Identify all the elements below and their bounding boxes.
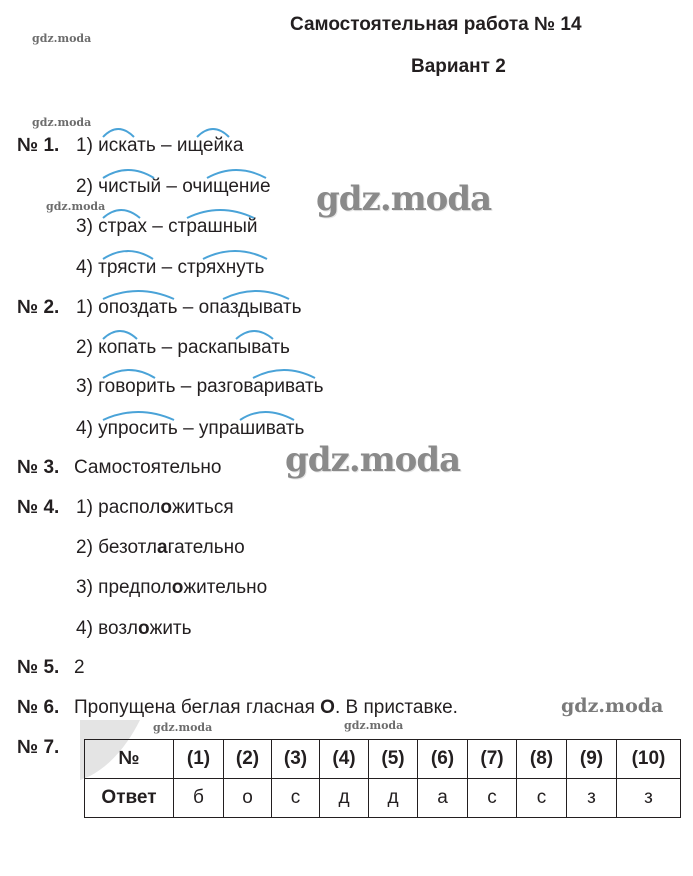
watermark-small: gdz.moda: [32, 32, 92, 45]
task6-text: Пропущена беглая гласная О. В приставке.: [74, 697, 458, 718]
table-cell: о: [224, 779, 272, 818]
task4-item: 3) предположительно: [76, 577, 268, 598]
task4-item: 2) безотлагательно: [76, 537, 245, 558]
task4-number: № 4.: [17, 497, 60, 518]
task2-item: 3) говорить – разговаривать: [76, 376, 324, 397]
table-cell: б: [174, 779, 224, 818]
page-title: Самостоятельная работа № 14: [290, 14, 582, 35]
table-header-cell: (1): [174, 740, 224, 779]
task2-item: 4) упросить – упрашивать: [76, 418, 305, 439]
task1-item: 3) страх – страшный: [76, 216, 258, 237]
table-header-cell: (7): [468, 740, 517, 779]
task5-text: 2: [74, 657, 85, 678]
table-cell: з: [617, 779, 681, 818]
table-cell: с: [517, 779, 567, 818]
watermark-small: gdz.moda: [46, 200, 106, 213]
table-header-cell: (2): [224, 740, 272, 779]
table-header-cell: (6): [418, 740, 468, 779]
table-cell: с: [468, 779, 517, 818]
watermark-small: gdz.moda: [32, 116, 92, 129]
watermark-small: gdz.moda: [153, 721, 213, 734]
table-row: [85, 779, 681, 818]
watermark-medium: gdz.moda: [561, 695, 664, 717]
watermark-large: gdz.moda: [316, 179, 492, 219]
table-header-cell: (10): [617, 740, 681, 779]
task2-item: 1) опоздать – опаздывать: [76, 297, 302, 318]
watermark-small: gdz.moda: [344, 719, 404, 732]
table-cell: д: [369, 779, 418, 818]
task4-item: 4) возложить: [76, 618, 192, 639]
task1-item: 4) трясти – стряхнуть: [76, 257, 265, 278]
table-header-cell: (3): [272, 740, 320, 779]
task1-number: № 1.: [17, 135, 60, 156]
table-header-cell: (4): [320, 740, 369, 779]
task5-number: № 5.: [17, 657, 60, 678]
task3-text: Самостоятельно: [74, 457, 222, 478]
task7-number: № 7.: [17, 737, 60, 758]
answer-table: [84, 739, 681, 818]
table-header-cell: (5): [369, 740, 418, 779]
task2-item: 2) копать – раскапывать: [76, 337, 290, 358]
task2-number: № 2.: [17, 297, 60, 318]
table-header-cell: (8): [517, 740, 567, 779]
task3-number: № 3.: [17, 457, 60, 478]
table-cell: с: [272, 779, 320, 818]
task1-item: 2) чистый – очищение: [76, 176, 271, 197]
table-row-label: Ответ: [85, 779, 174, 818]
table-cell: д: [320, 779, 369, 818]
task4-item: 1) расположиться: [76, 497, 234, 518]
table-cell: а: [418, 779, 468, 818]
table-header-cell: №: [85, 740, 174, 779]
table-header-cell: (9): [567, 740, 617, 779]
task6-number: № 6.: [17, 697, 60, 718]
variant-label: Вариант 2: [411, 56, 506, 77]
task1-item: 1) искать – ищейка: [76, 135, 244, 156]
watermark-large: gdz.moda: [285, 440, 461, 480]
table-row: [85, 740, 681, 779]
table-cell: з: [567, 779, 617, 818]
